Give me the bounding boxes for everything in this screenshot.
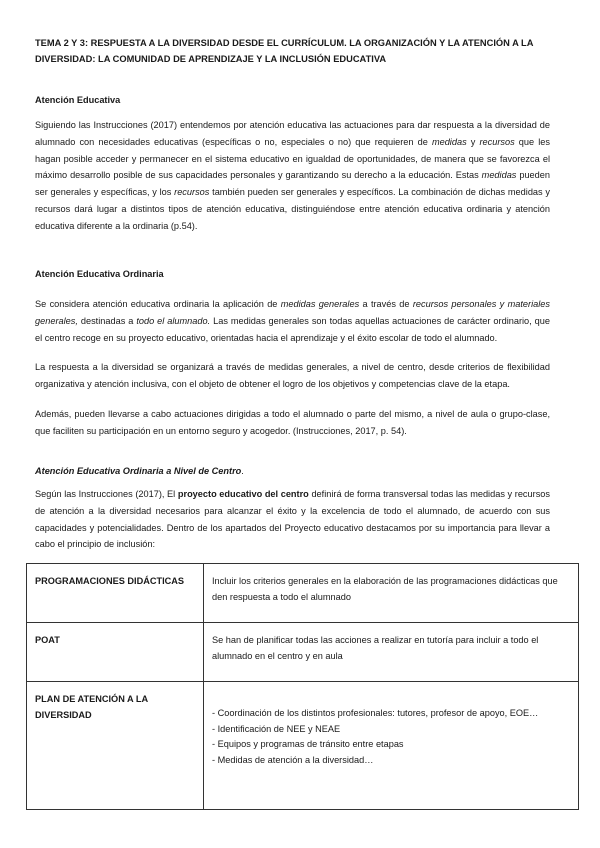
section-heading-atencion-ordinaria: Atención Educativa Ordinaria — [35, 269, 164, 279]
table-row — [27, 623, 579, 682]
text-run: Las medidas generales son todas aquellas actuaciones de carácter ordinario, que el centro recoge en su proyecto educativo, orientadas hacia el aprendizaje y el éxito escolar de todo el alumnado. — [35, 315, 550, 343]
list-item: - Coordinación de los distintos profesionales: tutores, profesor de apoyo, EOE… — [212, 706, 570, 722]
list-item: - Medidas de atención a la diversidad… — [212, 753, 570, 769]
paragraph-atencion-educativa — [35, 117, 550, 235]
text-run: a través de — [362, 299, 410, 309]
section-heading-atencion-educativa: Atención Educativa — [35, 95, 121, 105]
document-title: TEMA 2 Y 3: RESPUESTA A LA DIVERSIDAD DESDE EL CURRÍCULUM. LA ORGANIZACIÓN Y LA ATENCIÓN A LA DIVERSIDAD: LA COMUNIDAD DE APRENDIZAJE Y LA INCLUSIÓN EDUCATIVA — [35, 38, 534, 64]
row-label: PROGRAMACIONES DIDÁCTICAS — [27, 564, 204, 623]
text-run: destinadas a — [80, 315, 134, 326]
medidas-table — [26, 563, 579, 810]
table-row — [27, 682, 579, 810]
row-description — [204, 682, 579, 810]
text-run: también pueden ser generales y específicos. La combinación de dichas medidas y recursos dará lugar a distintos tipos de atención educativa, distinguiéndose entre atención educativa ordinaria y atención educativa diferente a la ordinaria (p.54). — [35, 187, 550, 231]
heading-text: Atención Educativa Ordinaria a Nivel de Centro — [35, 466, 242, 476]
text-run: pueden ser generales y específicas, y los — [35, 170, 550, 198]
paragraph-atencion-ordinaria-1 — [35, 296, 550, 346]
italic-term: medidas generales — [280, 299, 360, 309]
text-run: definirá de forma transversal todas las medidas y recursos de atención a la diversidad necesarios para alcanzar el éxito y la excelencia de todo el alumnado, de acuerdo con sus capacidades y potencialidades. Dentro de los apartados del Proyecto educativo destacamos por su importancia para llevar a cabo el principio de inclusión: — [35, 489, 550, 550]
text-run: que les hagan posible acceder y permanecer en el sistema educativo en igualdad de oportunidades, de manera que se favorezca el máximo desarrollo posible de sus capacidades personales y garantizando su derecho a la educación. Estas — [35, 136, 550, 181]
section-heading-nivel-centro — [35, 463, 550, 480]
list-item: - Identificación de NEE y NEAE — [212, 722, 570, 738]
list-item: - Equipos y programas de tránsito entre etapas — [212, 737, 570, 753]
row-description: Se han de planificar todas las acciones a realizar en tutoría para incluir a todo el alumnado en el centro y en aula — [204, 623, 579, 682]
row-label: POAT — [27, 623, 204, 682]
italic-term: recursos — [479, 136, 515, 147]
text-run: Se considera atención educativa ordinaria la aplicación de — [35, 299, 278, 309]
row-label: PLAN DE ATENCIÓN A LA DIVERSIDAD — [27, 682, 204, 810]
paragraph-atencion-ordinaria-3: Además, pueden llevarse a cabo actuaciones dirigidas a todo el alumnado o parte del mismo, a nivel de aula o grupo-clase, que faciliten su participación en un entorno seguro y acogedor. (Instrucciones, 2017, p. 54). — [35, 409, 550, 436]
italic-term: todo el alumnado. — [136, 315, 211, 326]
text-run: Según las Instrucciones (2017), El — [35, 489, 176, 499]
italic-term: recursos — [174, 187, 210, 198]
row-description: Incluir los criterios generales en la elaboración de las programaciones didácticas que den respuesta a todo el alumnado — [204, 564, 579, 623]
heading-punctuation: . — [241, 466, 244, 476]
table-row — [27, 564, 579, 623]
italic-term: medidas — [431, 136, 467, 147]
paragraph-atencion-ordinaria-2: La respuesta a la diversidad se organizará a través de medidas generales, a nivel de centro, desde criterios de flexibilidad organizativa y atención inclusiva, con el objeto de obtener el logro de los objetivos y competencias clave de la etapa. — [35, 362, 550, 389]
measures-list — [212, 706, 570, 768]
text-run: y — [470, 136, 476, 147]
bold-term: proyecto educativo del centro — [177, 489, 309, 499]
italic-term: recursos personales y materiales generales, — [35, 299, 550, 326]
italic-term: medidas — [481, 170, 517, 181]
text-run: Siguiendo las Instrucciones (2017) entendemos por atención educativa las actuaciones para dar respuesta a la diversidad de alumnado con necesidades educativas (específicas o no, especiales o no) que requieren de — [35, 120, 550, 147]
paragraph-nivel-centro — [35, 486, 550, 553]
